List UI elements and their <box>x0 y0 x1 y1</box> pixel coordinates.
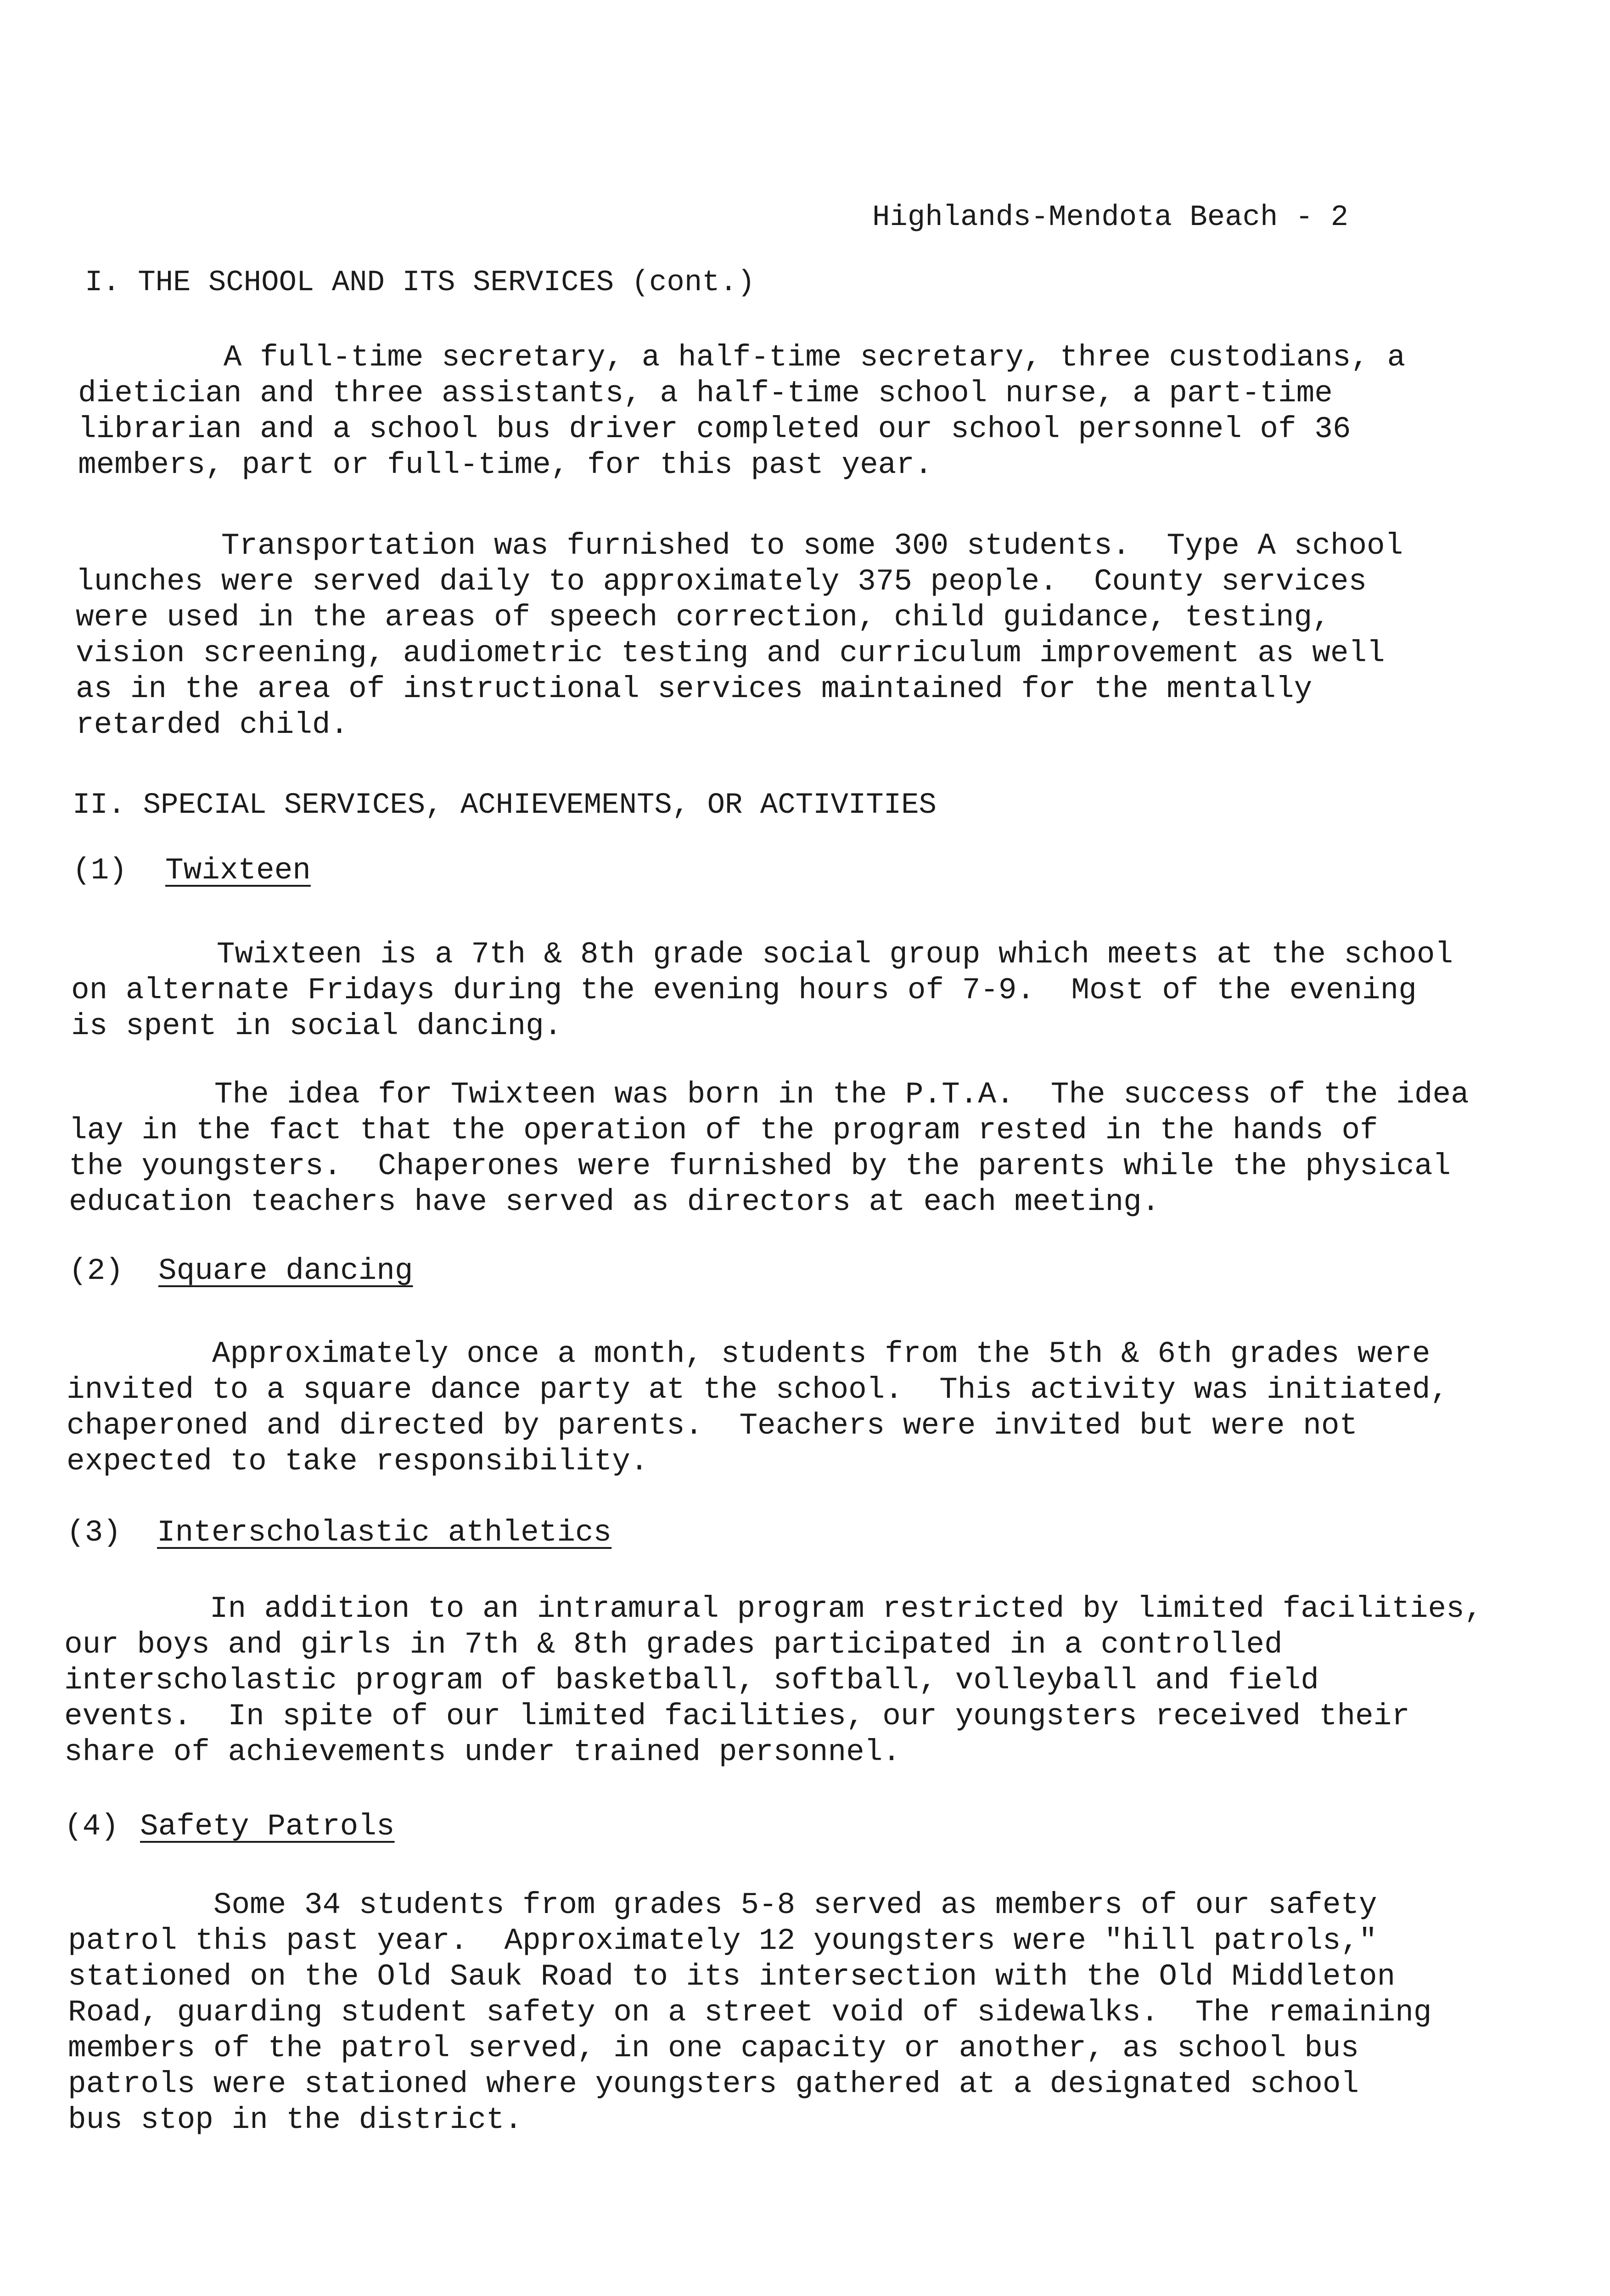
paragraph-transportation: Transportation was furnished to some 300 students. Type A school lunches were served daily to approximately 375 people. County services were used in the areas of speech correction, child guidance, testing, vision screening, audiometric testing and curriculum improvement as well as in the area of instructional services maintained for the mentally retarded child. <box>76 529 1403 742</box>
subsection-title-interscholastic-athletics: Interscholastic athletics <box>157 1515 612 1550</box>
subsection-title-twixteen: Twixteen <box>165 853 311 888</box>
section-heading-2: II. SPECIAL SERVICES, ACHIEVEMENTS, OR ACTIVITIES <box>73 789 937 822</box>
paragraph-square-dancing: Approximately once a month, students from the 5th & 6th grades were invited to a square dance party at the school. This activity was initiated, chaperoned and directed by parents. Teachers were invited but were not expected to take responsibility. <box>67 1337 1449 1479</box>
subsection-number-1: (1) <box>73 853 127 888</box>
section-heading-1: I. THE SCHOOL AND ITS SERVICES (cont.) <box>85 266 755 299</box>
subsection-number-2: (2) <box>69 1254 123 1288</box>
paragraph-athletics: In addition to an intramural program restricted by limited facilities, our boys and girls in 7th & 8th grades participated in a controlled interscholastic program of basketball, softball, volleyball and field events. In spite of our limited facilities, our youngsters received their share of achievements under trained personnel. <box>64 1592 1483 1769</box>
paragraph-twixteen-1: Twixteen is a 7th & 8th grade social group which meets at the school on alternate Fridays during the evening hours of 7-9. Most of the evening is spent in social dancing. <box>71 937 1453 1043</box>
subsection-title-safety-patrols: Safety Patrols <box>140 1809 395 1844</box>
paragraph-twixteen-2: The idea for Twixteen was born in the P.T.A. The success of the idea lay in the fact that the operation of the program rested in the hands of the youngsters. Chaperones were furnished by the parents while the physical education teachers have served as directors at each meeting. <box>69 1077 1469 1219</box>
subsection-number-3: (3) <box>67 1515 121 1550</box>
subsection-title-square-dancing: Square dancing <box>158 1254 413 1288</box>
running-head: Highlands-Mendota Beach - 2 <box>872 201 1348 234</box>
subsection-number-4: (4) <box>64 1809 119 1844</box>
paragraph-safety-patrols: Some 34 students from grades 5-8 served as members of our safety patrol this past year. Approximately 12 youngsters were "hill patrols," stationed on the Old Sauk Road to its intersection with the Old Middleton Road, guarding student safety on a street void of sidewalks. The remaining members of the patrol served, in one capacity or another, as school bus patrols were stationed where youngsters gathered at a designated school bus stop in the district. <box>68 1888 1432 2137</box>
paragraph-personnel: A full-time secretary, a half-time secretary, three custodians, a dietician and three assistants, a half-time school nurse, a part-time librarian and a school bus driver completed our school personnel of 36 members, part or full-time, for this past year. <box>78 340 1406 482</box>
